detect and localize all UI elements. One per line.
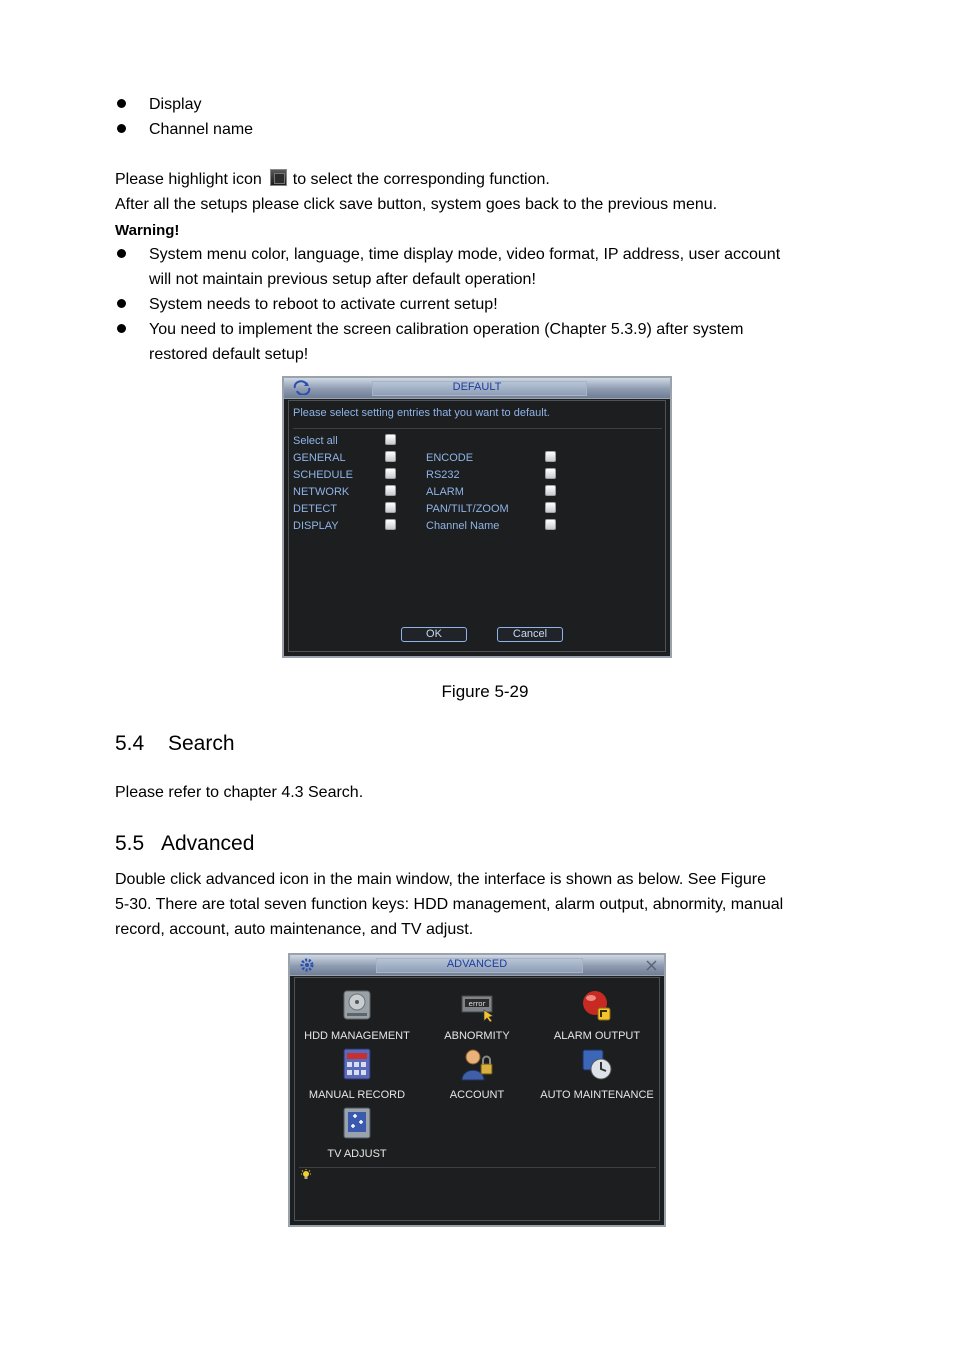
para-highlight-before: Please highlight icon xyxy=(115,171,262,188)
channel-name-label: Channel Name xyxy=(426,520,500,532)
tv-adjust-icon xyxy=(340,1106,374,1140)
error-icon xyxy=(460,988,494,1022)
bullet-channel-name: Channel name xyxy=(149,121,254,138)
cancel-button[interactable]: Cancel xyxy=(497,627,563,642)
default-titlebar xyxy=(284,378,670,399)
schedule-label: SCHEDULE xyxy=(293,469,353,481)
network-checkbox[interactable] xyxy=(385,485,396,496)
display-checkbox[interactable] xyxy=(385,519,396,530)
auto-maintenance-label: AUTO MAINTENANCE xyxy=(540,1089,654,1101)
ok-button[interactable]: OK xyxy=(401,627,467,642)
alarm-label: ALARM xyxy=(426,486,464,498)
hdd-icon xyxy=(340,988,374,1022)
divider xyxy=(299,1167,656,1168)
alarm-checkbox[interactable] xyxy=(545,485,556,496)
warning-heading: Warning! xyxy=(115,222,180,239)
default-title: DEFAULT xyxy=(452,381,502,393)
select-all-label: Select all xyxy=(293,435,338,447)
default-instruction: Please select setting entries that you want to default. xyxy=(293,407,550,419)
section-search-heading xyxy=(115,731,235,757)
tv-adjust-label: TV ADJUST xyxy=(327,1148,387,1160)
account-label: ACCOUNT xyxy=(449,1089,505,1101)
close-icon[interactable] xyxy=(646,960,657,971)
ptz-checkbox[interactable] xyxy=(545,502,556,513)
para-highlight-icon xyxy=(115,169,550,190)
advanced-body-line-3: record, account, auto maintenance, and TV adjust. xyxy=(115,921,474,938)
bullet-dot xyxy=(117,99,126,108)
abnormity-label: ABNORMITY xyxy=(444,1030,510,1042)
bullet-dot xyxy=(117,324,126,333)
highlight-icon xyxy=(270,169,287,186)
advanced-title: ADVANCED xyxy=(446,958,508,970)
channel-name-checkbox[interactable] xyxy=(545,519,556,530)
detect-checkbox[interactable] xyxy=(385,502,396,513)
lightbulb-icon xyxy=(300,1169,312,1181)
bullet-dot xyxy=(117,124,126,133)
bullet-display: Display xyxy=(149,96,202,113)
auto-maintenance-icon xyxy=(580,1047,614,1081)
svg-text:error: error xyxy=(468,1000,486,1008)
section-number: 5.4 xyxy=(115,732,145,755)
general-checkbox[interactable] xyxy=(385,451,396,462)
divider xyxy=(293,428,662,429)
section-title: Advanced xyxy=(161,832,255,855)
general-label: GENERAL xyxy=(293,452,346,464)
alarm-output-label: ALARM OUTPUT xyxy=(553,1030,641,1042)
default-dialog xyxy=(282,376,672,658)
figure-caption: Figure 5-29 xyxy=(441,682,529,701)
advanced-body-line-1: Double click advanced icon in the main window, the interface is shown as below. See Figure xyxy=(115,871,767,888)
alarm-icon xyxy=(580,988,614,1022)
para-save: After all the setups please click save button, system goes back to the previous menu. xyxy=(115,196,718,213)
manual-record-label: MANUAL RECORD xyxy=(308,1089,406,1101)
detect-label: DETECT xyxy=(293,503,337,515)
warning-3-line-1: You need to implement the screen calibration operation (Chapter 5.3.9) after system xyxy=(149,321,744,338)
advanced-body-line-2: 5-30. There are total seven function keys: HDD management, alarm output, abnormity, manual xyxy=(115,896,784,913)
para-highlight-after: to select the corresponding function. xyxy=(292,171,550,188)
bullet-dot xyxy=(117,299,126,308)
account-icon xyxy=(460,1047,494,1081)
network-label: NETWORK xyxy=(293,486,350,498)
warning-3-line-2: restored default setup! xyxy=(149,346,309,363)
warning-2-line-1: System needs to reboot to activate current setup! xyxy=(149,296,498,313)
rs232-checkbox[interactable] xyxy=(545,468,556,479)
warning-1-line-2: will not maintain previous setup after default operation! xyxy=(149,271,536,288)
search-body: Please refer to chapter 4.3 Search. xyxy=(115,784,364,801)
section-title: Search xyxy=(168,732,235,755)
schedule-checkbox[interactable] xyxy=(385,468,396,479)
encode-checkbox[interactable] xyxy=(545,451,556,462)
warning-1-line-1: System menu color, language, time display mode, video format, IP address, user account xyxy=(149,246,781,263)
manual-record-icon xyxy=(340,1047,374,1081)
rs232-label: RS232 xyxy=(426,469,460,481)
hdd-management-label: HDD MANAGEMENT xyxy=(304,1030,410,1042)
ptz-label: PAN/TILT/ZOOM xyxy=(426,503,509,515)
advanced-titlebar xyxy=(290,955,664,976)
section-number: 5.5 xyxy=(115,832,145,855)
advanced-dialog xyxy=(288,953,666,1227)
select-all-checkbox[interactable] xyxy=(385,434,396,445)
bullet-dot xyxy=(117,249,126,258)
encode-label: ENCODE xyxy=(426,452,474,464)
section-advanced-heading xyxy=(115,831,254,857)
display-label: DISPLAY xyxy=(293,520,339,532)
